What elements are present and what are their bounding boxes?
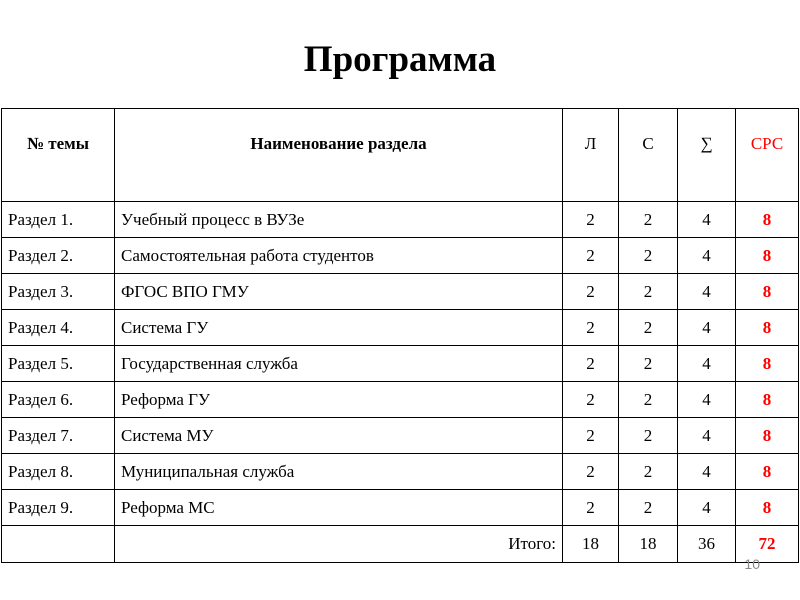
row-num: Раздел 2.	[2, 238, 115, 274]
row-name: Муниципальная служба	[115, 454, 563, 490]
row-s: 2	[619, 418, 678, 454]
row-srs: 8	[736, 382, 799, 418]
row-name: ФГОС ВПО ГМУ	[115, 274, 563, 310]
row-l: 2	[563, 454, 619, 490]
row-l: 2	[563, 346, 619, 382]
row-s: 2	[619, 238, 678, 274]
table-row	[2, 454, 799, 490]
row-l: 2	[563, 202, 619, 238]
header-srs: СРС	[736, 109, 799, 202]
row-num: Раздел 7.	[2, 418, 115, 454]
row-srs: 8	[736, 310, 799, 346]
row-name: Система ГУ	[115, 310, 563, 346]
row-name: Система МУ	[115, 418, 563, 454]
row-srs: 8	[736, 274, 799, 310]
total-sum: 36	[678, 526, 736, 563]
row-l: 2	[563, 310, 619, 346]
row-l: 2	[563, 418, 619, 454]
row-sum: 4	[678, 418, 736, 454]
table-row	[2, 418, 799, 454]
row-sum: 4	[678, 274, 736, 310]
row-l: 2	[563, 238, 619, 274]
total-empty-cell	[2, 526, 115, 563]
row-name: Самостоятельная работа студентов	[115, 238, 563, 274]
row-l: 2	[563, 490, 619, 526]
table-row	[2, 202, 799, 238]
row-sum: 4	[678, 490, 736, 526]
table-row	[2, 310, 799, 346]
table-row	[2, 274, 799, 310]
table-header-row	[2, 109, 799, 202]
row-s: 2	[619, 454, 678, 490]
page-number: 10	[744, 556, 760, 572]
total-l: 18	[563, 526, 619, 563]
program-table	[1, 108, 799, 563]
row-srs: 8	[736, 454, 799, 490]
row-name: Государственная служба	[115, 346, 563, 382]
row-sum: 4	[678, 238, 736, 274]
row-s: 2	[619, 274, 678, 310]
header-name: Наименование раздела	[115, 109, 563, 202]
header-l: Л	[563, 109, 619, 202]
row-srs: 8	[736, 490, 799, 526]
row-s: 2	[619, 490, 678, 526]
row-l: 2	[563, 274, 619, 310]
row-num: Раздел 5.	[2, 346, 115, 382]
row-num: Раздел 8.	[2, 454, 115, 490]
row-name: Реформа МС	[115, 490, 563, 526]
total-row	[2, 526, 799, 563]
header-s: С	[619, 109, 678, 202]
table-row	[2, 346, 799, 382]
header-sum: ∑	[678, 109, 736, 202]
row-sum: 4	[678, 310, 736, 346]
total-srs: 72	[736, 526, 799, 563]
row-name: Реформа ГУ	[115, 382, 563, 418]
total-label: Итого:	[115, 526, 563, 563]
row-num: Раздел 9.	[2, 490, 115, 526]
row-num: Раздел 6.	[2, 382, 115, 418]
row-sum: 4	[678, 382, 736, 418]
row-s: 2	[619, 202, 678, 238]
row-num: Раздел 4.	[2, 310, 115, 346]
row-srs: 8	[736, 346, 799, 382]
table-row	[2, 238, 799, 274]
row-s: 2	[619, 346, 678, 382]
row-sum: 4	[678, 346, 736, 382]
table-row	[2, 490, 799, 526]
row-name: Учебный процесс в ВУЗе	[115, 202, 563, 238]
header-num: № темы	[2, 109, 115, 202]
row-num: Раздел 3.	[2, 274, 115, 310]
row-num: Раздел 1.	[2, 202, 115, 238]
row-s: 2	[619, 382, 678, 418]
total-s: 18	[619, 526, 678, 563]
table-row	[2, 382, 799, 418]
row-sum: 4	[678, 454, 736, 490]
row-s: 2	[619, 310, 678, 346]
row-srs: 8	[736, 202, 799, 238]
row-srs: 8	[736, 238, 799, 274]
row-srs: 8	[736, 418, 799, 454]
row-l: 2	[563, 382, 619, 418]
page-title: Программа	[303, 39, 497, 80]
row-sum: 4	[678, 202, 736, 238]
